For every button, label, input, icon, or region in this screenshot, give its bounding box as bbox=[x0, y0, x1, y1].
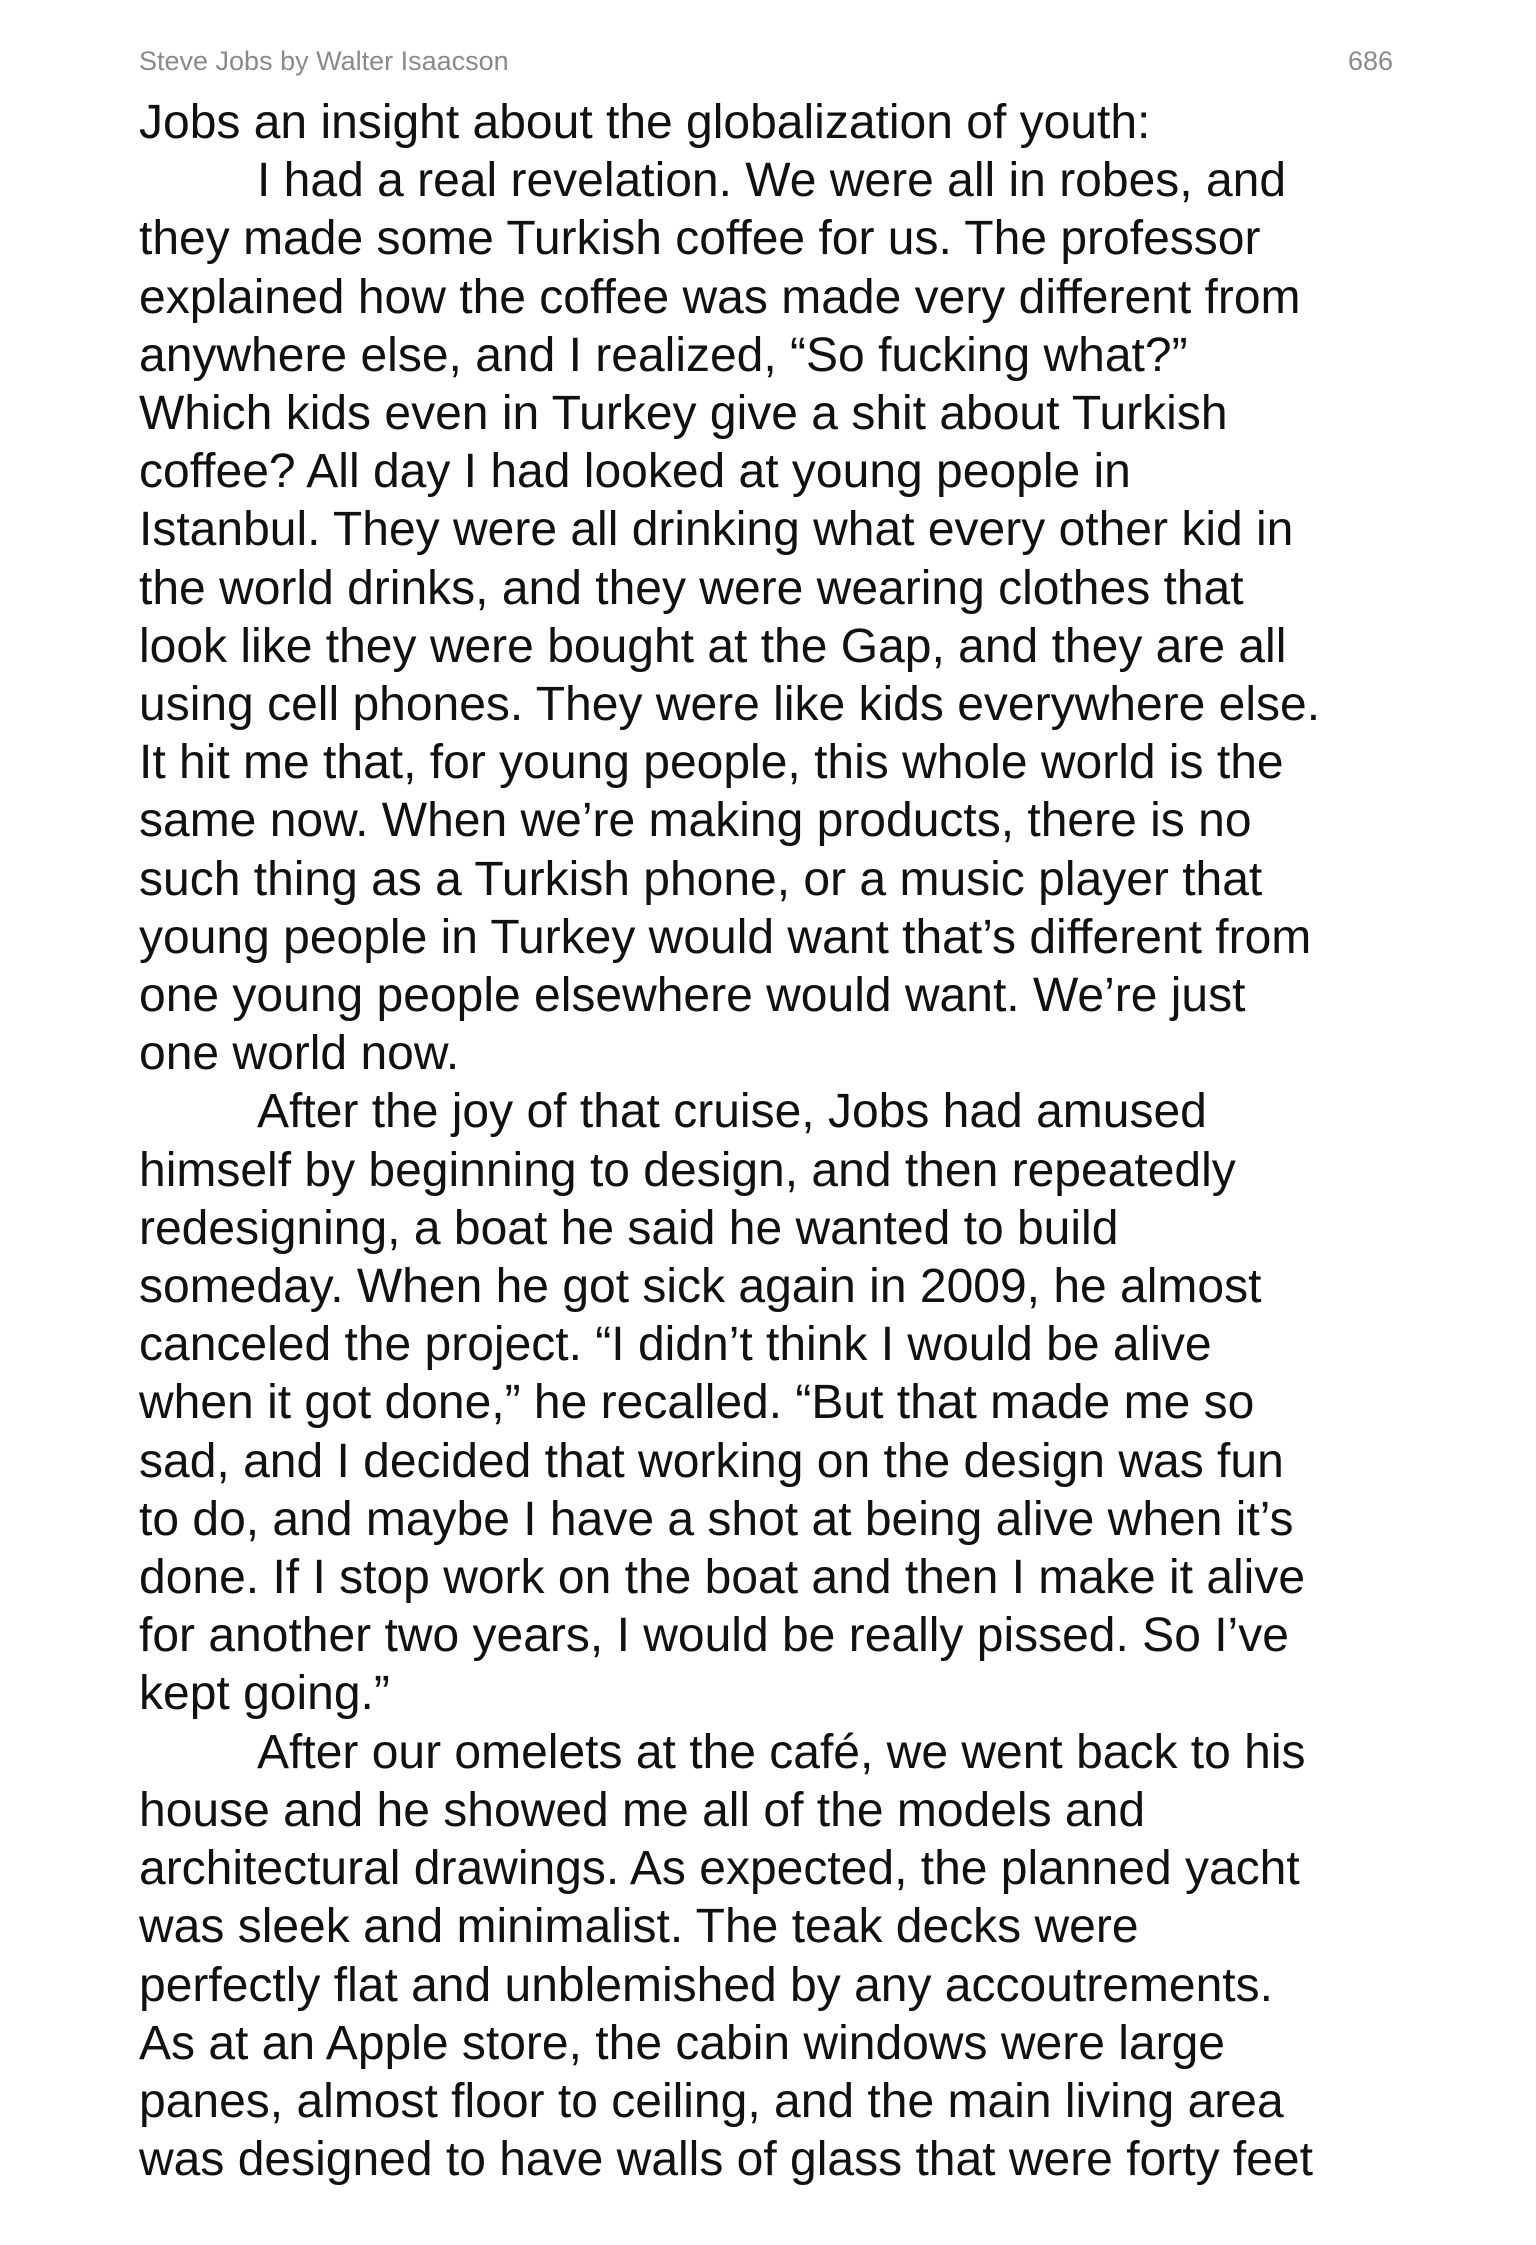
text-line: panes, almost floor to ceiling, and the main living area bbox=[139, 2074, 1284, 2128]
text-line: was designed to have walls of glass that were forty feet bbox=[139, 2133, 1313, 2187]
text-line: Jobs an insight about the globalization of youth: bbox=[139, 96, 1151, 149]
text-line: they made some Turkish coffee for us. The professor bbox=[139, 212, 1261, 266]
text-line: when it got done,” he recalled. “But that made me so bbox=[139, 1376, 1255, 1430]
text-line: It hit me that, for young people, this whole world is the bbox=[139, 736, 1284, 790]
page-number: 686 bbox=[1347, 46, 1393, 76]
text-line: Istanbul. They were all drinking what every other kid in bbox=[139, 503, 1294, 557]
book-title: Steve Jobs by Walter Isaacson bbox=[139, 46, 509, 76]
text-line: I had a real revelation. We were all in robes, and bbox=[257, 154, 1287, 208]
running-header bbox=[139, 46, 1393, 86]
text-line: kept going.” bbox=[139, 1667, 390, 1721]
text-line: house and he showed me all of the models and bbox=[139, 1783, 1146, 1837]
text-line: redesigning, a boat he said he wanted to build bbox=[139, 1201, 1119, 1255]
text-line: young people in Turkey would want that’s different from bbox=[139, 910, 1312, 964]
text-line: look like they were bought at the Gap, and they are all bbox=[139, 619, 1287, 673]
text-line: architectural drawings. As expected, the planned yacht bbox=[139, 1842, 1300, 1896]
text-line: explained how the coffee was made very different from bbox=[139, 270, 1301, 324]
text-line: After the joy of that cruise, Jobs had amused bbox=[257, 1085, 1207, 1139]
text-line: Which kids even in Turkey give a shit about Turkish bbox=[139, 387, 1228, 441]
text-line: As at an Apple store, the cabin windows were large bbox=[139, 2016, 1225, 2070]
text-line: one young people elsewhere would want. We’re just bbox=[139, 969, 1246, 1023]
text-line: coffee? All day I had looked at young people in bbox=[139, 445, 1131, 499]
text-line: sad, and I decided that working on the design was fun bbox=[139, 1434, 1284, 1488]
text-line: canceled the project. “I didn’t think I would be alive bbox=[139, 1318, 1212, 1372]
text-line: himself by beginning to design, and then repeatedly bbox=[139, 1143, 1236, 1197]
text-line: After our omelets at the café, we went back to his bbox=[257, 1725, 1306, 1779]
text-line: was sleek and minimalist. The teak decks were bbox=[139, 1900, 1139, 1954]
text-line: anywhere else, and I realized, “So fucking what?” bbox=[139, 328, 1188, 382]
text-line: for another two years, I would be really pissed. So I’ve bbox=[139, 1609, 1289, 1663]
text-line: same now. When we’re making products, there is no bbox=[139, 794, 1252, 848]
body-text bbox=[139, 94, 1409, 2189]
text-line: such thing as a Turkish phone, or a music player that bbox=[139, 852, 1263, 906]
text-line: someday. When he got sick again in 2009, he almost bbox=[139, 1260, 1262, 1314]
text-line: done. If I stop work on the boat and then I make it alive bbox=[139, 1551, 1306, 1605]
text-line: one world now. bbox=[139, 1027, 460, 1081]
text-line: to do, and maybe I have a shot at being alive when it’s bbox=[139, 1492, 1294, 1546]
text-line: perfectly flat and unblemished by any accoutrements. bbox=[139, 1958, 1273, 2012]
text-line: using cell phones. They were like kids everywhere else. bbox=[139, 678, 1321, 732]
text-line: the world drinks, and they were wearing clothes that bbox=[139, 561, 1244, 615]
